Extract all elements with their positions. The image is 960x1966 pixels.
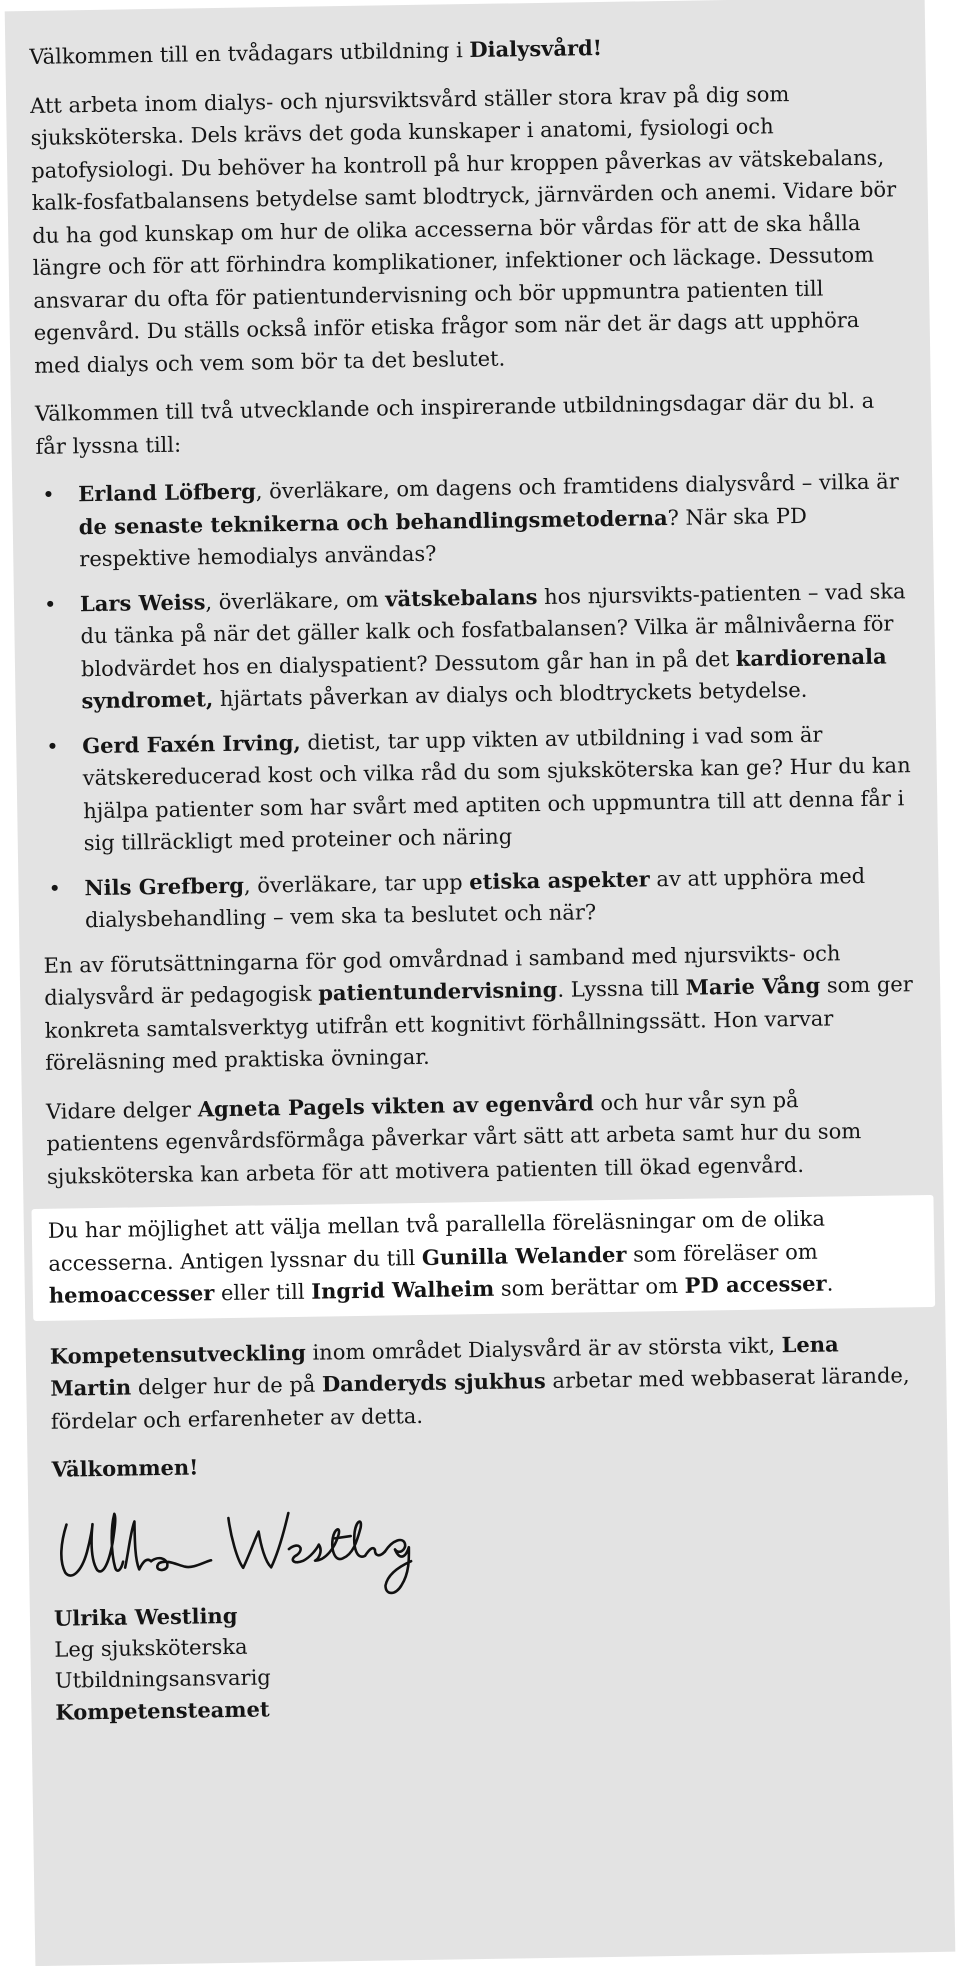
paragraph-text: eller till [214,1279,312,1306]
paragraph-text: En av förutsättningarna för god omvårdnad i samband med njursvikts- och dialysvård är pedagogisk [43,940,841,1010]
paragraph-emphasis: Agneta Pagels vikten av egenvård [197,1089,594,1121]
highlighted-access-paragraph [32,1195,936,1321]
handwritten-signature [52,1495,494,1602]
paragraph-emphasis: Ingrid Walheim [311,1275,495,1304]
document-sheet [5,0,956,1966]
closing-text: Välkommen! [51,1454,199,1482]
signer-name: Ulrika Westling [53,1602,238,1631]
paragraph-emphasis: Danderyds sjukhus [321,1368,546,1397]
speaker-topic: etiska aspekter [469,865,650,894]
intro-course-name: Dialysvård! [469,34,603,63]
paragraph-emphasis: patientundervisning [318,976,558,1006]
intro-text: Välkommen till en tvådagars utbildning i [29,38,470,69]
intro-paragraph: Att arbeta inom dialys- och njursviktsvård ställer stora krav på dig som sjuksköterska. Dels krävs det goda kunskaper i anatomi, fysiologi och patofysiologi. Du behöver ha kontroll på hur kroppen påverkas av vätskebalans, kalk-fosfatbalansens betydelse samt blodtryck, järnvärden och anemi. Vidare bör du ha god kunskap om hur de olika accesserna bör vårdas för att de ska hålla längre och för att förhindra komplikationer, infektioner och läckage. Dessutom ansvarar du ofta för patientundervisning och bör uppmuntra patienten till egenvård. Du ställs också inför etiska frågor som när det är dags att upphöra med dialys och vem som bör ta det beslutet. [29,81,897,378]
paragraph-emphasis: PD accesser [684,1270,827,1298]
paragraph-text: Du har möjlighet att välja mellan två parallella föreläsningar om de olika accesserna. Antigen lyssnar du till [47,1206,826,1276]
paragraph-text: inom området Dialysvård är av största vikt, [305,1332,782,1365]
bullet-icon: • [46,734,59,759]
speaker-item [40,717,912,861]
speaker-text: hjärtats påverkan av dialys och blodtryckets betydelse. [212,677,808,712]
paragraph-emphasis: Kompetensutveckling [49,1339,306,1369]
paragraph-emphasis: hemoaccesser [48,1280,215,1308]
paragraph-text: som berättar om [494,1273,685,1301]
speaker-item [42,859,913,938]
speaker-topic: vätskebalans [385,583,538,611]
paragraph-text: delger hur de på [131,1372,323,1400]
patient-education-paragraph [43,936,915,1080]
signer-team: Kompetensteamet [55,1695,270,1725]
paragraph-text: som föreläser om [626,1239,818,1267]
bullet-icon: • [43,592,57,617]
closing-greeting [51,1440,921,1486]
speaker-topic: kardiorenala syndromet, [81,643,887,714]
speaker-item [36,465,907,576]
speaker-text: hos njursvikts-patienten – vad ska du tänka på när det gäller kalk och fosfatbalansen? Vilka är målnivåerna för blodvärdet hos en dialyspatient? Dessutom går han in på det [80,578,906,681]
paragraph-emphasis: Lena Martin [50,1330,839,1401]
bullet-icon: • [42,482,55,507]
competence-paragraph [50,1327,921,1438]
intro-line [29,27,899,73]
speaker-text: , överläkare, om dagens och framtidens dialysvård – vilka är [255,469,899,504]
paragraph-text: Vidare delger [45,1096,198,1124]
speaker-list [36,465,913,937]
speaker-name: Gerd Faxén Irving, [82,729,301,758]
speaker-name: Lars Weiss [79,588,206,616]
paragraph-text: . Lyssna till [557,975,686,1002]
paragraph-text: som ger konkreta samtalsverktyg utifrån ett kognitivt förhållningssätt. Hon varvar föreläsning med praktiska övningar. [44,972,913,1075]
paragraph-text: . [826,1271,834,1296]
bullet-icon: • [48,876,62,901]
paragraph-text: arbetar med webbaserat lärande, fördelar och erfarenheter av detta. [50,1363,910,1434]
speaker-topic: de senaste teknikerna och behandlingsmetoderna [78,504,668,539]
speaker-item [38,575,910,719]
signer-title: Leg sjuksköterska [54,1634,248,1662]
speaker-text: dietist, tar upp vikten av utbildning i vad som är vätskereducerad kost och vilka råd du som sjuksköterska kan ge? Hur du kan hjälpa patienter som har svårt med aptiten och uppmuntra till att denna får i sig tillräckligt med proteiner och näring [82,722,911,856]
self-care-paragraph [46,1082,917,1193]
paragraph-emphasis: Gunilla Welander [421,1241,627,1270]
speaker-text: , överläkare, om [205,586,386,614]
speaker-text: av att upphöra med dialysbehandling – vem ska ta beslutet och när? [84,863,866,933]
paragraph-emphasis: Marie Vång [685,972,821,1000]
signer-role: Utbildningsansvarig [54,1664,271,1693]
speaker-name: Erland Löfberg [78,478,256,507]
speaker-text: ? När ska PD respektive hemodialys användas? [79,503,807,572]
signature-block [54,1589,926,1729]
speaker-name: Nils Grefberg [84,872,245,900]
speakers-intro: Välkommen till två utvecklande och inspirerande utbildningsdagar där du bl. a får lyssna till: [34,388,875,459]
document-body [29,27,925,1728]
paragraph-text: och hur vår syn på patientens egenvårdsförmåga påverkar vårt sätt att arbeta samt hur du som sjuksköterska kan arbeta för att motivera patienten till ökad egenvård. [46,1087,862,1189]
speaker-text: , överläkare, tar upp [243,869,470,898]
